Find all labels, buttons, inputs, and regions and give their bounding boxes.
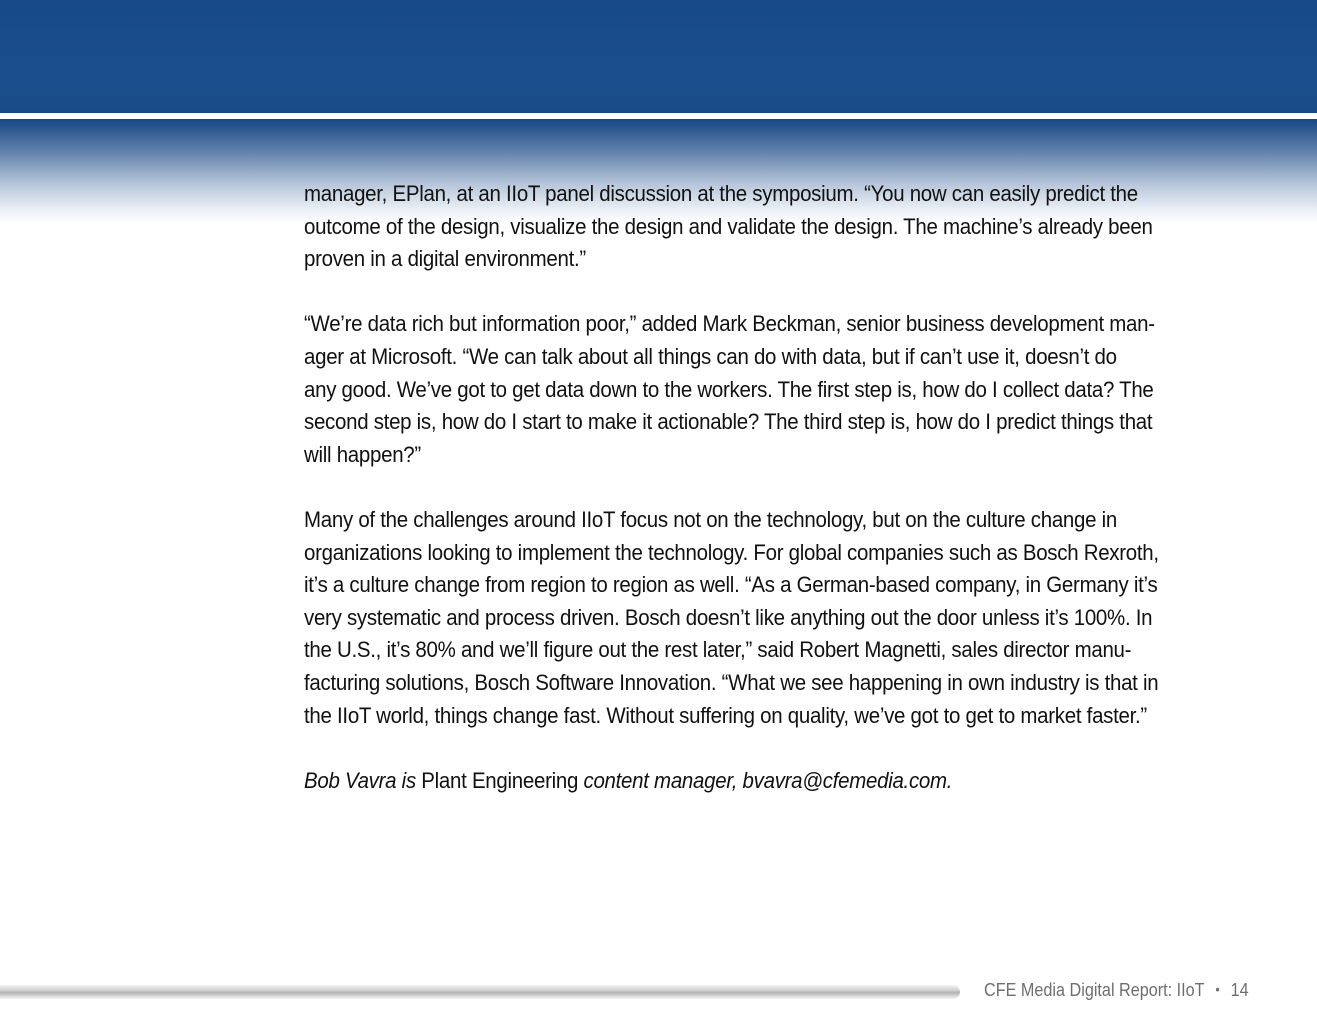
- text-line: facturing solutions, Bosch Software Innovation. “What we see happening in own industry is that in: [304, 669, 1159, 695]
- article-paragraph-1: [304, 178, 1211, 276]
- text-line: manager, EPlan, at an IIoT panel discussion at the symposium. “You now can easily predict the: [304, 181, 1138, 206]
- page-number: 14: [1230, 980, 1249, 1000]
- text-line: the IIoT world, things change fast. Without suffering on quality, we’ve got to get to market faster.”: [304, 702, 1147, 728]
- text-line: will happen?”: [304, 441, 421, 467]
- article-paragraph-3: [304, 504, 1211, 732]
- text-line: any good. We’ve got to get data down to the workers. The first step is, how do I collect data? The: [304, 376, 1154, 402]
- text-line: very systematic and process driven. Bosch doesn’t like anything out the door unless it’s 100%. In: [304, 604, 1153, 630]
- text-line: second step is, how do I start to make it actionable? The third step is, how do I predict things that: [304, 409, 1153, 435]
- header-band: [0, 0, 1317, 113]
- text-line: the U.S., it’s 80% and we’ll figure out the rest later,” said Robert Magnetti, sales director manu-: [304, 637, 1132, 663]
- byline-role: content manager, bvavra@cfemedia.com.: [583, 767, 953, 793]
- text-line: organizations looking to implement the technology. For global companies such as Bosch Rexroth,: [304, 539, 1159, 565]
- text-line: it’s a culture change from region to region as well. “As a German-based company, in Germany it’s: [304, 572, 1158, 598]
- author-byline: [304, 765, 1211, 798]
- report-title: CFE Media Digital Report: IIoT: [984, 980, 1205, 1000]
- text-line: outcome of the design, visualize the design and validate the design. The machine’s already been: [304, 213, 1153, 239]
- text-line: proven in a digital environment.”: [304, 246, 586, 272]
- bullet-separator: •: [1215, 981, 1220, 997]
- text-line: ager at Microsoft. “We can talk about all things can do with data, but if can’t use it, doesn’t do: [304, 343, 1117, 369]
- byline-publication: Plant Engineering: [421, 767, 579, 793]
- footer-divider: [0, 985, 960, 999]
- text-line: Many of the challenges around IIoT focus not on the technology, but on the culture change in: [304, 506, 1118, 532]
- byline-author: Bob Vavra is: [304, 767, 416, 793]
- page-footer: [984, 980, 1249, 1001]
- text-line: “We’re data rich but information poor,” added Mark Beckman, senior business development man-: [304, 311, 1155, 337]
- article-paragraph-2: [304, 308, 1211, 471]
- article-body: [304, 178, 1211, 830]
